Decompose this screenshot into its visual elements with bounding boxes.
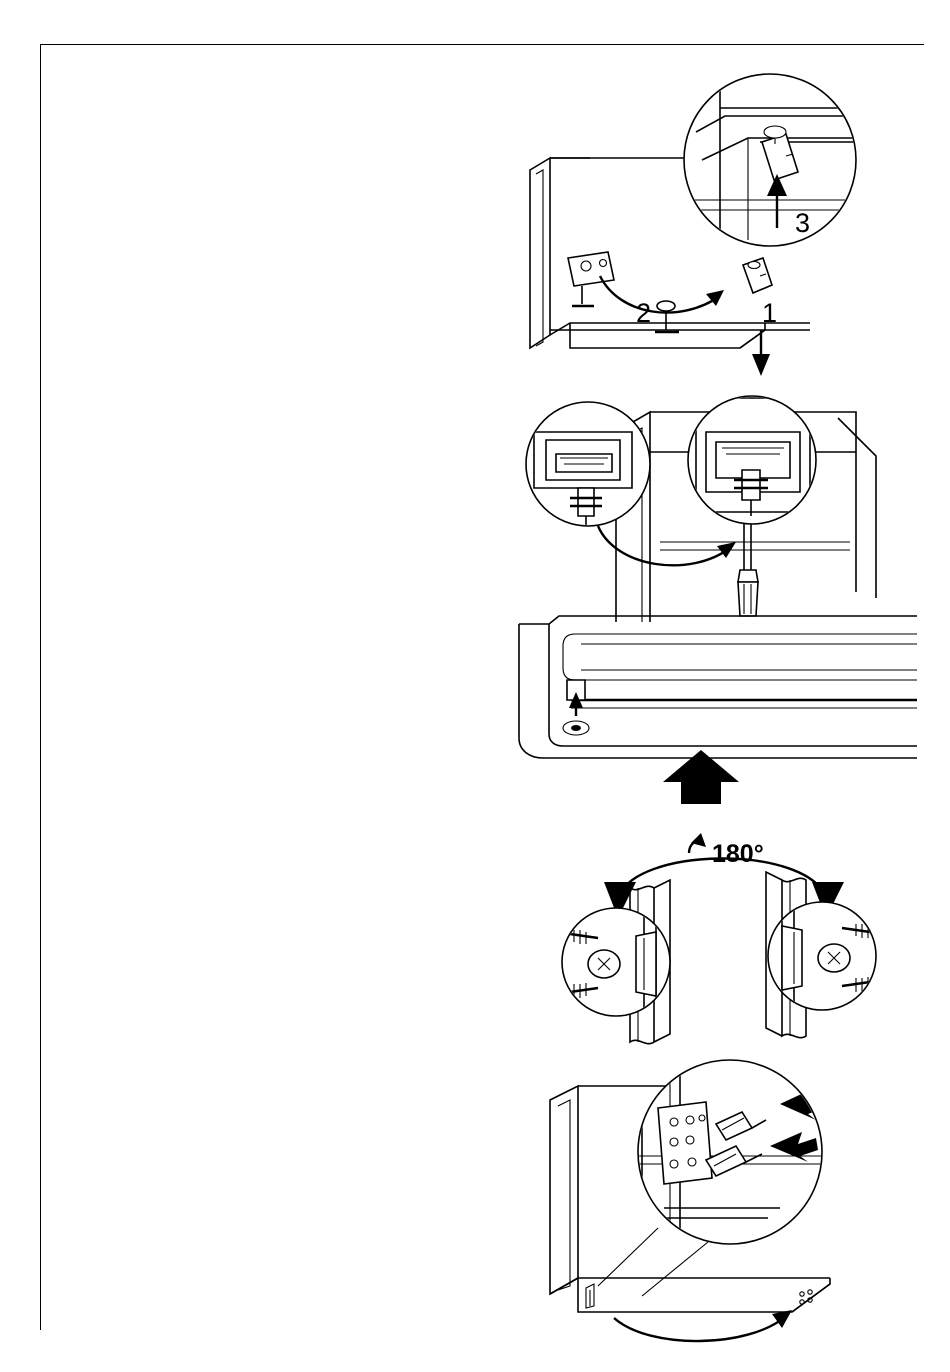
svg-text:180°: 180°	[712, 840, 764, 868]
page-top-rule	[40, 44, 924, 45]
figure-door-lift-off	[505, 608, 925, 808]
figure-hinge-pin-removal	[510, 80, 890, 380]
svg-text:3: 3	[795, 208, 811, 238]
page-left-rule	[40, 44, 41, 1330]
rotation-label-group	[689, 833, 764, 868]
svg-text:2: 2	[636, 298, 652, 328]
figure-screw-transfer	[520, 392, 890, 622]
figure-bottom-hinge-refit	[530, 1060, 910, 1340]
svg-text:1: 1	[762, 298, 778, 328]
figure-handle-rotate-180	[560, 820, 890, 1060]
